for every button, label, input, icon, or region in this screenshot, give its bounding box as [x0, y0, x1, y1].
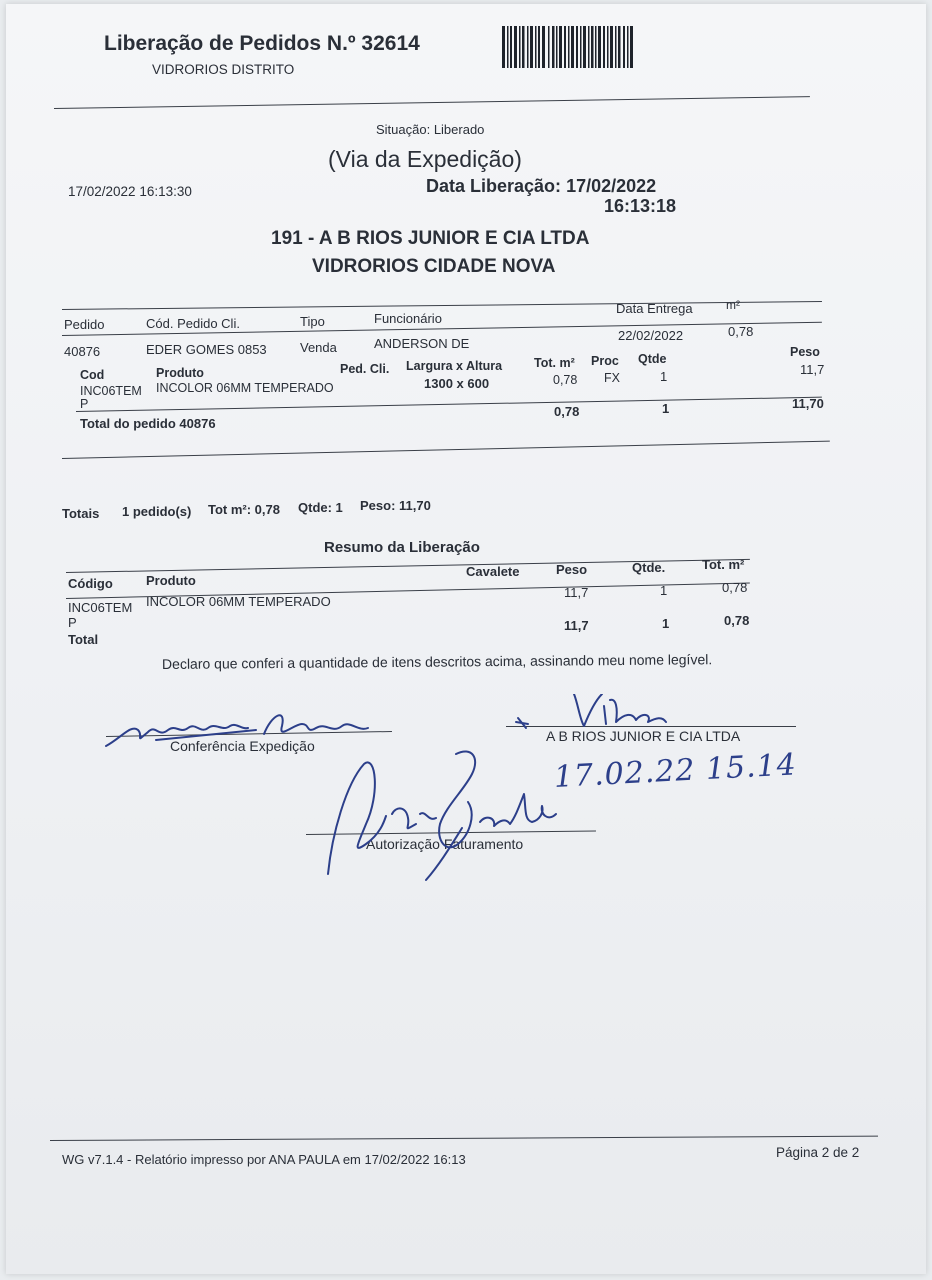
summary-col-tot-m2: Tot. m² — [702, 557, 745, 572]
footer-page-number: Página 2 de 2 — [776, 1145, 860, 1160]
order-total-label: Total do pedido 40876 — [80, 416, 216, 431]
item-col-tot-m2: Tot. m² — [534, 356, 575, 370]
totals-peso: Peso: 11,70 — [360, 498, 431, 513]
order-total-tot-m2: 0,78 — [554, 404, 580, 419]
summary-produto: INCOLOR 06MM TEMPERADO — [146, 594, 331, 609]
item-produto: INCOLOR 06MM TEMPERADO — [156, 381, 334, 395]
col-pedido: Pedido — [64, 317, 105, 332]
summary-total-label: Total — [68, 632, 99, 647]
declaration-text: Declaro que conferi a quantidade de itens descritos acima, assinando meu nome legível. — [161, 651, 713, 672]
barcode — [502, 26, 634, 68]
order-total-qtde: 1 — [662, 401, 670, 416]
item-peso: 11,7 — [800, 362, 825, 377]
summary-total-tot-m2: 0,78 — [724, 613, 750, 628]
item-col-peso: Peso — [790, 345, 820, 359]
summary-col-cavalete: Cavalete — [466, 564, 520, 579]
item-qtde: 1 — [660, 369, 668, 384]
conferencia-label: Conferência Expedição — [170, 738, 315, 754]
item-col-cod: Cod — [80, 368, 105, 382]
item-cod-line1: INC06TEM — [80, 384, 142, 398]
item-col-qtde: Qtde — [638, 352, 667, 366]
item-tot-m2: 0,78 — [553, 373, 578, 387]
item-col-ped-cli: Ped. Cli. — [340, 362, 390, 376]
totals-tot-m2: Tot m²: 0,78 — [208, 502, 280, 517]
document-page — [6, 4, 926, 1274]
autorizacao-label: Autorização Faturamento — [366, 836, 524, 852]
summary-col-peso: Peso — [556, 562, 588, 577]
col-tipo: Tipo — [300, 314, 325, 329]
summary-codigo-line2: P — [68, 615, 77, 630]
document-title: Liberação de Pedidos N.º 32614 — [104, 32, 420, 55]
order-total-peso: 11,70 — [792, 396, 824, 411]
status-text: Situação: Liberado — [376, 122, 485, 137]
summary-codigo-line1: INC06TEM — [68, 600, 133, 615]
order-table-bottom-rule — [62, 441, 830, 459]
summary-col-produto: Produto — [146, 573, 196, 588]
summary-col-codigo: Código — [68, 576, 113, 591]
item-col-largura-altura: Largura x Altura — [406, 359, 503, 373]
totals-qtde: Qtde: 1 — [298, 500, 343, 515]
order-table-top-rule — [62, 301, 822, 310]
col-cod-pedido-cli: Cód. Pedido Cli. — [146, 316, 240, 331]
summary-title: Resumo da Liberação — [324, 539, 480, 556]
header-divider — [54, 96, 810, 109]
totals-pedidos: 1 pedido(s) — [122, 504, 192, 519]
client-signature-label: A B RIOS JUNIOR E CIA LTDA — [546, 728, 741, 744]
item-largura-altura: 1300 x 600 — [424, 376, 490, 391]
footer-rule — [50, 1136, 878, 1141]
order-cod-pedido-cli: EDER GOMES 0853 — [146, 342, 267, 357]
release-date: Data Liberação: 17/02/2022 — [426, 176, 657, 196]
totals-label: Totais — [62, 506, 100, 521]
order-pedido: 40876 — [64, 344, 101, 359]
order-tipo: Venda — [300, 340, 337, 355]
client-name: 191 - A B RIOS JUNIOR E CIA LTDA — [271, 228, 590, 249]
summary-tot-m2: 0,78 — [722, 580, 748, 595]
item-proc: FX — [604, 371, 620, 385]
via-label: (Via da Expedição) — [328, 146, 522, 172]
item-col-produto: Produto — [156, 366, 204, 380]
company-name: VIDRORIOS DISTRITO — [152, 62, 295, 77]
summary-col-qtde: Qtde. — [632, 560, 666, 575]
summary-total-peso: 11,7 — [564, 618, 589, 633]
handwritten-signatures — [96, 694, 816, 894]
order-m2: 0,78 — [728, 324, 754, 339]
handwritten-date: 17.02.22 15.14 — [553, 747, 798, 795]
summary-total-qtde: 1 — [662, 616, 670, 631]
release-time: 16:13:18 — [604, 196, 677, 216]
client-store: VIDRORIOS CIDADE NOVA — [312, 256, 556, 277]
col-m2: m² — [726, 298, 740, 312]
col-data-entrega: Data Entrega — [616, 301, 693, 316]
item-total-rule — [76, 397, 822, 412]
print-datetime: 17/02/2022 16:13:30 — [68, 184, 192, 199]
item-cod-line2: P — [80, 397, 89, 411]
footer-report-info: WG v7.1.4 - Relatório impresso por ANA PAULA em 17/02/2022 16:13 — [62, 1152, 466, 1167]
item-col-proc: Proc — [591, 354, 619, 368]
order-funcionario: ANDERSON DE — [374, 336, 470, 351]
col-funcionario: Funcionário — [374, 311, 442, 326]
summary-peso: 11,7 — [564, 585, 589, 600]
summary-qtde: 1 — [660, 583, 668, 598]
order-data-entrega: 22/02/2022 — [618, 328, 684, 343]
